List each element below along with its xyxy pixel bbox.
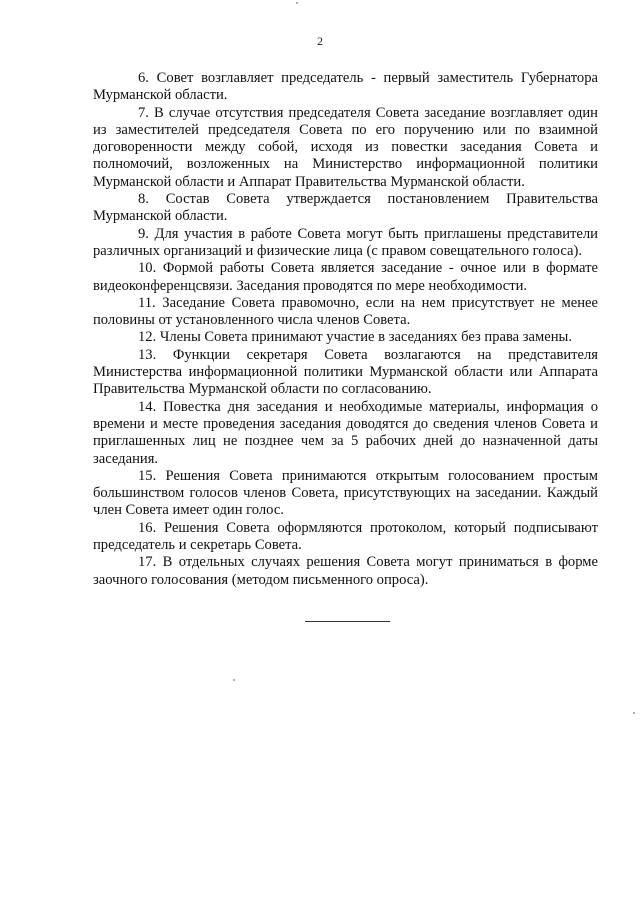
paragraph-16: 16. Решения Совета оформляются протоколом, который подписывают председатель и секретарь Совета. [93, 519, 598, 554]
paragraph-10: 10. Формой работы Совета является заседание - очное или в формате видеоконференцсвязи. Заседания проводятся по мере необходимости. [93, 260, 598, 294]
paragraph-8: 8. Состав Совета утверждается постановлением Правительства Мурманской области. [93, 191, 598, 225]
paragraph-7: 7. В случае отсутствия председателя Совета заседание возглавляет один из заместителей председателя Совета по его поручению или по взаимной договоренности между собой, исходя из повестки заседания Совета и полномочий, возложенных на Министерство информационной политики Мурманской области и Аппарат Правительства Мурманской области. [93, 104, 598, 190]
paragraph-11: 11. Заседание Совета правомочно, если на нем присутствует не менее половины от установленного числа членов Совета. [93, 294, 598, 329]
paragraph-6: 6. Совет возглавляет председатель - первый заместитель Губернатора Мурманской области. [93, 70, 598, 104]
paragraph-17: 17. В отдельных случаях решения Совета могут приниматься в форме заочного голосования (методом письменного опроса). [93, 554, 598, 588]
scan-speck [296, 2, 298, 4]
closing-divider-line [305, 621, 390, 622]
paragraph-15: 15. Решения Совета принимаются открытым голосованием простым большинством голосов членов Совета, присутствующих на заседании. Каждый член Совета имеет один голос. [93, 467, 598, 519]
scan-speck [233, 679, 235, 681]
paragraph-13: 13. Функции секретаря Совета возлагаются на представителя Министерства информационной политики Мурманской области или Аппарата Правительства Мурманской области по согласованию. [93, 346, 598, 398]
scan-speck [633, 712, 635, 714]
page-number: 2 [317, 34, 323, 48]
paragraph-12: 12. Члены Совета принимают участие в заседаниях без права замены. [138, 329, 573, 346]
document-body [93, 70, 598, 589]
paragraph-14: 14. Повестка дня заседания и необходимые материалы, информация о времени и месте проведения заседания доводятся до сведения членов Совета и приглашенных лиц не позднее чем за 5 рабочих дней до назначенной даты заседания. [93, 398, 598, 467]
paragraph-9: 9. Для участия в работе Совета могут быть приглашены представители различных организаций и физические лица (с правом совещательного голоса). [93, 225, 598, 259]
